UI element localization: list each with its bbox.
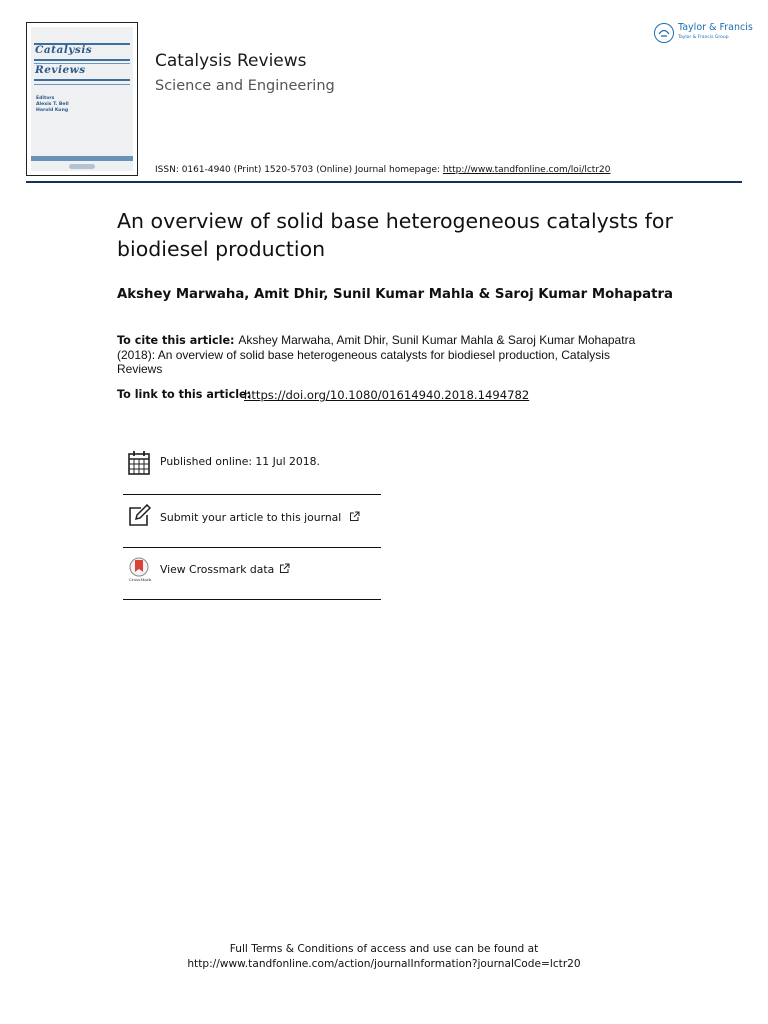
published-online-text: Published online: 11 Jul 2018. bbox=[160, 455, 320, 468]
article-title: An overview of solid base heterogeneous catalysts for biodiesel production bbox=[117, 209, 673, 261]
info-divider bbox=[123, 494, 381, 495]
cover-editor: Harold Kung bbox=[36, 108, 69, 113]
external-link-icon bbox=[279, 563, 290, 574]
citation-block bbox=[117, 333, 657, 376]
journal-title: Catalysis Reviews bbox=[155, 51, 307, 71]
cover-word-catalysis: Catalysis bbox=[35, 44, 93, 56]
calendar-icon bbox=[127, 450, 151, 476]
citation-text: Akshey Marwaha, Amit Dhir, Sunil Kumar Mahla & Saroj Kumar Mohapatra (2018): An overview of solid base heterogeneous catalysts for biodiesel production, Catalysis Reviews bbox=[117, 333, 636, 376]
crossmark-row[interactable] bbox=[123, 556, 381, 600]
terms-text: Full Terms & Conditions of access and use can be found at bbox=[229, 943, 539, 955]
issn-line bbox=[155, 165, 610, 175]
cover-publisher-logo bbox=[69, 164, 95, 169]
terms-link[interactable]: http://www.tandfonline.com/action/journalInformation?journalCode=lctr20 bbox=[187, 958, 581, 970]
crossmark-link[interactable] bbox=[160, 563, 290, 576]
citation-label: To cite this article: bbox=[117, 334, 239, 347]
submit-article-link[interactable] bbox=[160, 511, 360, 524]
cover-rule bbox=[34, 84, 130, 85]
crossmark-text: View Crossmark data bbox=[160, 563, 275, 576]
info-divider bbox=[123, 547, 381, 548]
cover-rule bbox=[34, 59, 130, 61]
publisher-subname: Taylor & Francis Group bbox=[678, 35, 729, 40]
cover-editor: Alexis T. Bell bbox=[36, 102, 69, 107]
cover-rule bbox=[34, 79, 130, 81]
terms-footer bbox=[0, 942, 768, 972]
crossmark-icon bbox=[125, 556, 155, 586]
journal-subtitle: Science and Engineering bbox=[155, 78, 335, 94]
journal-homepage-link[interactable]: http://www.tandfonline.com/loi/lctr20 bbox=[442, 165, 611, 175]
edit-icon bbox=[127, 504, 151, 530]
publisher-name: Taylor & Francis bbox=[678, 22, 753, 33]
doi-label: To link to this article: bbox=[117, 388, 252, 401]
cover-editors-label: Editors bbox=[36, 96, 55, 101]
external-link-icon bbox=[349, 511, 360, 522]
article-authors: Akshey Marwaha, Amit Dhir, Sunil Kumar Mahla & Saroj Kumar Mohapatra bbox=[117, 287, 674, 302]
header-divider bbox=[26, 181, 742, 183]
published-online-row bbox=[123, 450, 381, 494]
issn-text: ISSN: 0161-4940 (Print) 1520-5703 (Online) Journal homepage: bbox=[155, 165, 443, 175]
cover-word-reviews: Reviews bbox=[35, 64, 86, 76]
publisher-logo[interactable] bbox=[654, 22, 753, 46]
cover-footband bbox=[31, 156, 133, 161]
doi-link[interactable]: https://doi.org/10.1080/01614940.2018.1494782 bbox=[244, 388, 530, 402]
info-divider bbox=[123, 599, 381, 600]
publisher-logo-icon bbox=[654, 23, 674, 43]
journal-cover-image bbox=[26, 22, 138, 176]
submit-article-text: Submit your article to this journal bbox=[160, 511, 342, 524]
submit-article-row[interactable] bbox=[123, 504, 381, 548]
crossmark-badge-label: CrossMark bbox=[128, 577, 152, 582]
cover-artwork bbox=[31, 27, 133, 171]
